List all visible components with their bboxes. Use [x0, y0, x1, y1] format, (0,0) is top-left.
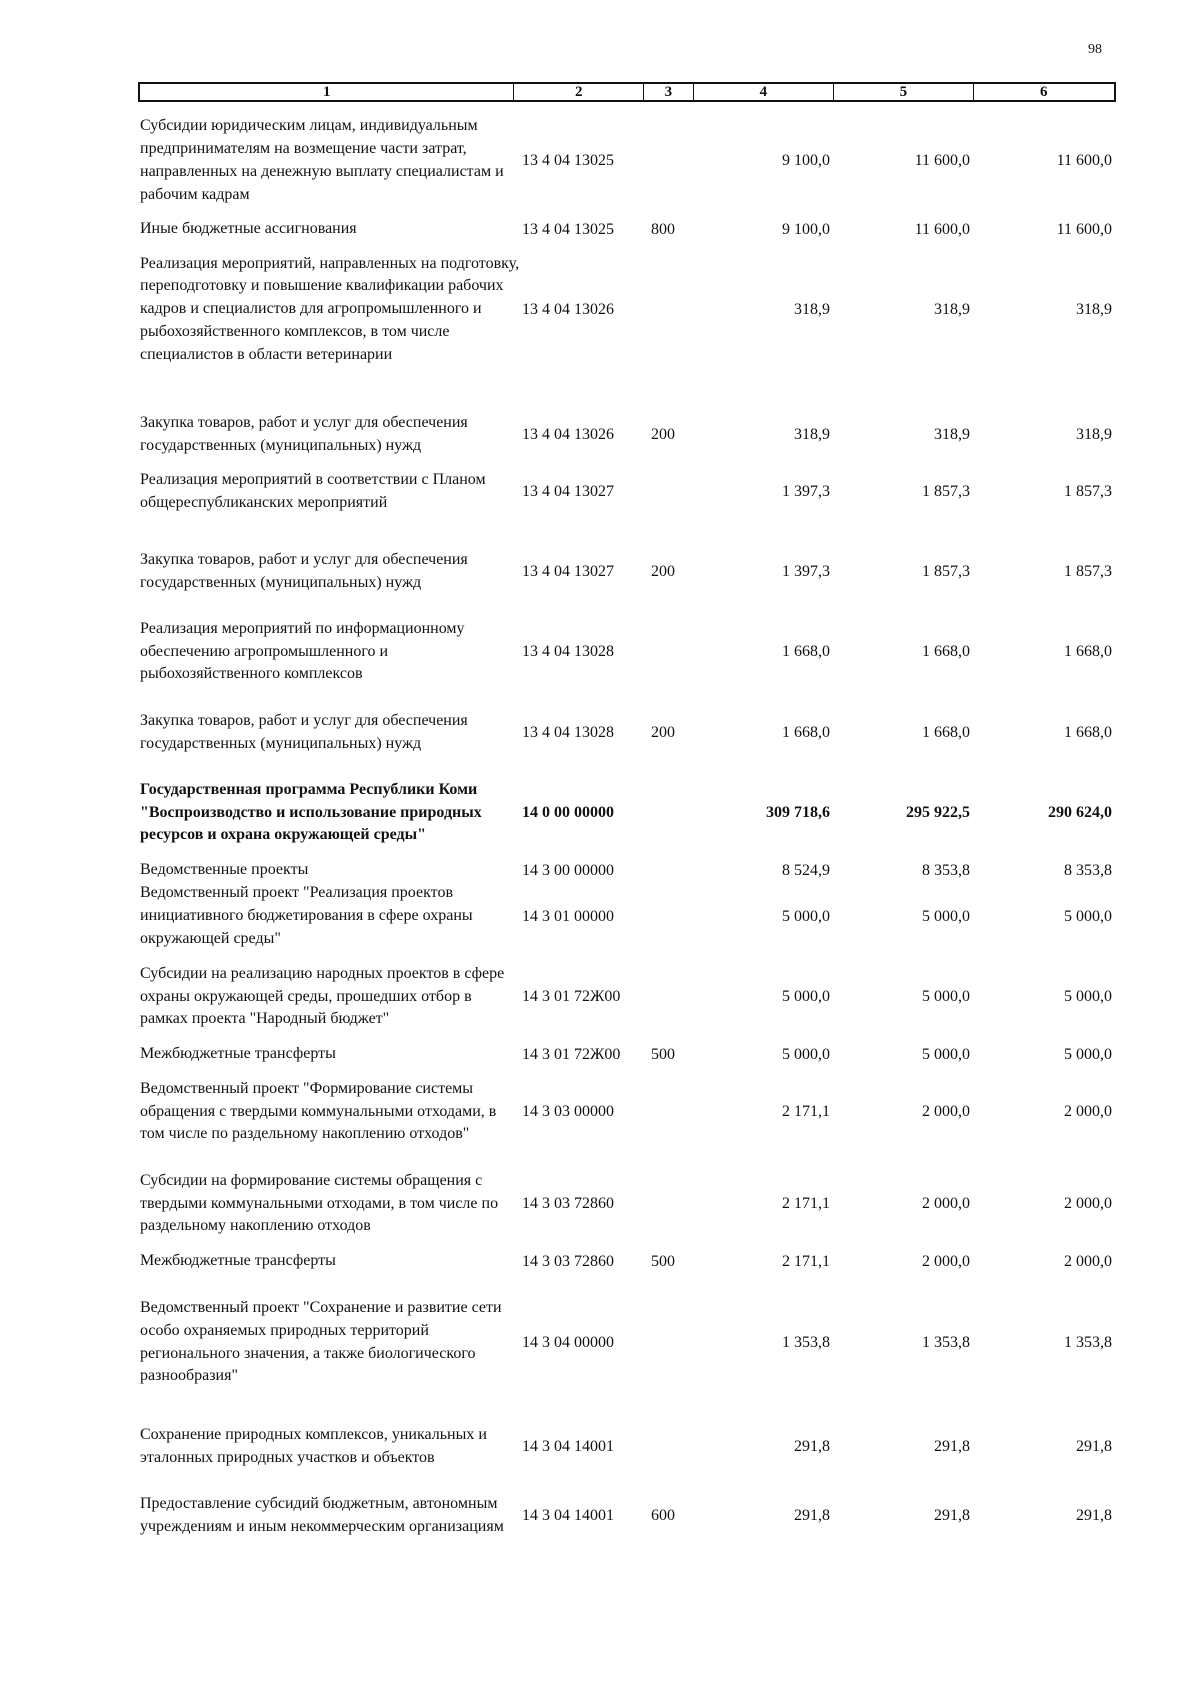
row-value-6: 5 000,0 [1064, 907, 1112, 925]
row-value-4: 9 100,0 [782, 220, 830, 238]
row-value-4: 5 000,0 [782, 907, 830, 925]
row-value-5: 2 000,0 [922, 1103, 970, 1120]
row-value-4: 1 353,8 [782, 1333, 830, 1351]
row-value-6: 2 000,0 [1064, 1103, 1112, 1120]
row-value-5: 2 000,0 [922, 1195, 970, 1212]
row-value-6: 291,8 [1076, 1506, 1112, 1524]
header-col-2: 2 [514, 84, 643, 100]
row-value-5: 318,9 [934, 425, 970, 443]
row-value-4: 309 718,6 [766, 804, 830, 821]
row-value-6: 5 000,0 [1064, 1045, 1112, 1063]
row-value-4: 318,9 [794, 300, 830, 318]
row-vr: 600 [651, 1506, 675, 1524]
row-code: 14 3 01 72Ж00 [522, 988, 621, 1005]
row-value-5: 1 353,8 [922, 1333, 970, 1351]
header-col-3: 3 [644, 84, 694, 100]
row-vr: 200 [651, 723, 675, 741]
row-name: Сохранение природных комплексов, уникальных и эталонных природных участков и объектов [140, 1425, 487, 1466]
row-name: Реализация мероприятий, направленных на подготовку, переподготовку и повышение квалификации рабочих кадров и специалистов для агропромышленного и рыбохозяйственного комплексов, в том числе специалистов в области ветеринарии [140, 254, 520, 363]
table-row [0, 1285, 1200, 1400]
table-row [0, 1158, 1200, 1250]
row-name: Межбюджетные трансферты [140, 1252, 336, 1270]
row-value-5: 1 857,3 [922, 483, 970, 500]
table-row [0, 241, 1200, 378]
table-row-program [0, 767, 1200, 859]
row-value-5: 318,9 [934, 300, 970, 318]
row-value-6: 318,9 [1076, 300, 1112, 318]
row-name: Иные бюджетные ассигнования [140, 220, 357, 238]
row-value-4: 1 397,3 [782, 562, 830, 580]
row-name: Ведомственный проект "Формирование системы обращения с твердыми коммунальными отходами, в том числе по раздельному накоплению отходов" [140, 1079, 497, 1143]
row-code: 13 4 04 13026 [522, 300, 614, 318]
row-name: Предоставление субсидий бюджетным, автономным учреждениям и иным некоммерческим организациям [140, 1494, 504, 1535]
row-value-6: 1 857,3 [1064, 562, 1112, 580]
header-col-5: 5 [834, 84, 973, 100]
row-vr: 200 [651, 562, 675, 580]
page-number: 98 [1088, 42, 1102, 57]
row-code: 13 4 04 13028 [522, 643, 614, 660]
table-row [0, 859, 1200, 882]
table-row [0, 698, 1200, 767]
row-name: Межбюджетные трансферты [140, 1045, 336, 1063]
row-value-5: 5 000,0 [922, 1045, 970, 1063]
row-code: 14 3 04 00000 [522, 1333, 614, 1351]
table-row [0, 1250, 1200, 1273]
row-value-6: 5 000,0 [1064, 988, 1112, 1005]
row-name: Ведомственный проект "Сохранение и развитие сети особо охраняемых природных территорий регионального значения, а также биологического разнообразия" [140, 1298, 502, 1385]
row-value-4: 8 524,9 [782, 861, 830, 879]
row-code: 14 3 00 00000 [522, 861, 614, 879]
row-value-4: 5 000,0 [782, 988, 830, 1005]
row-code: 14 3 03 72860 [522, 1195, 614, 1212]
row-name: Реализация мероприятий в соответствии с Планом общереспубликанских мероприятий [140, 471, 486, 511]
row-value-6: 290 624,0 [1048, 804, 1112, 821]
row-value-5: 1 668,0 [922, 723, 970, 741]
row-value-6: 291,8 [1076, 1437, 1112, 1455]
row-value-4: 1 397,3 [782, 483, 830, 500]
row-value-5: 2 000,0 [922, 1252, 970, 1270]
table-row [0, 951, 1200, 1043]
row-code: 13 4 04 13025 [522, 220, 614, 238]
row-name: Ведомственный проект "Реализация проектов инициативного бюджетирования в сфере охраны окружающей среды" [140, 884, 473, 947]
row-value-5: 5 000,0 [922, 988, 970, 1005]
header-col-6: 6 [1040, 84, 1048, 100]
table-row [0, 1043, 1200, 1066]
row-value-5: 291,8 [934, 1437, 970, 1455]
row-name: Закупка товаров, работ и услуг для обеспечения государственных (муниципальных) нужд [140, 711, 468, 752]
header-col-1: 1 [140, 84, 514, 100]
table-row [0, 1481, 1200, 1550]
row-value-5: 295 922,5 [906, 804, 970, 821]
table-row [0, 606, 1200, 698]
row-value-4: 291,8 [794, 1437, 830, 1455]
row-code: 14 3 03 72860 [522, 1252, 614, 1270]
row-name: Ведомственные проекты [140, 861, 309, 879]
row-value-4: 9 100,0 [782, 152, 830, 169]
row-vr: 200 [651, 425, 675, 443]
table-row [0, 882, 1200, 951]
row-value-4: 2 171,1 [782, 1252, 830, 1270]
row-value-5: 291,8 [934, 1506, 970, 1524]
row-code: 14 3 04 14001 [522, 1506, 614, 1524]
row-value-4: 1 668,0 [782, 643, 830, 660]
row-code: 14 3 01 72Ж00 [522, 1045, 621, 1063]
row-value-6: 1 857,3 [1064, 483, 1112, 500]
table-row [0, 1412, 1200, 1481]
row-name: Субсидии на реализацию народных проектов в сфере охраны окружающей среды, прошедших отбор в рамках проекта "Народный бюджет" [140, 964, 505, 1028]
row-value-6: 11 600,0 [1056, 220, 1112, 238]
row-value-6: 11 600,0 [1056, 152, 1112, 169]
row-value-5: 5 000,0 [922, 907, 970, 925]
row-name: Субсидии юридическим лицам, индивидуальным предпринимателям на возмещение части затрат, направленных на денежную выплату специалистам и рабочим кадрам [140, 117, 504, 203]
row-value-6: 1 668,0 [1064, 723, 1112, 741]
row-vr: 800 [651, 220, 675, 238]
row-value-5: 1 668,0 [922, 643, 970, 660]
table-row [0, 218, 1200, 241]
row-name: Закупка товаров, работ и услуг для обеспечения государственных (муниципальных) нужд [140, 550, 468, 591]
row-code: 13 4 04 13027 [522, 562, 614, 580]
table-header [138, 82, 1116, 102]
row-name: Реализация мероприятий по информационному обеспечению агропромышленного и рыбохозяйственного комплексов [140, 619, 465, 683]
row-code: 13 4 04 13027 [522, 483, 614, 500]
row-code: 13 4 04 13025 [522, 152, 614, 169]
row-vr: 500 [651, 1252, 675, 1270]
row-value-4: 2 171,1 [782, 1195, 830, 1212]
table-row [0, 1066, 1200, 1158]
row-value-5: 11 600,0 [914, 152, 970, 169]
table-row [0, 400, 1200, 469]
row-vr: 500 [651, 1045, 675, 1063]
row-value-6: 1 353,8 [1064, 1333, 1112, 1351]
row-code: 13 4 04 13026 [522, 425, 614, 443]
row-name: Государственная программа Республики Коми "Воспроизводство и использование природных ресурсов и охрана окружающей среды" [140, 780, 482, 844]
row-value-6: 318,9 [1076, 425, 1112, 443]
row-code: 14 3 04 14001 [522, 1437, 614, 1455]
row-code: 14 3 01 00000 [522, 907, 614, 925]
row-code: 14 3 03 00000 [522, 1103, 614, 1120]
row-value-6: 1 668,0 [1064, 643, 1112, 660]
row-code: 14 0 00 00000 [522, 804, 614, 821]
row-value-6: 8 353,8 [1064, 861, 1112, 879]
row-value-4: 2 171,1 [782, 1103, 830, 1120]
row-value-6: 2 000,0 [1064, 1252, 1112, 1270]
row-name: Закупка товаров, работ и услуг для обеспечения государственных (муниципальных) нужд [140, 413, 468, 454]
row-value-4: 1 668,0 [782, 723, 830, 741]
row-name: Субсидии на формирование системы обращения с твердыми коммунальными отходами, в том числе по раздельному накоплению отходов [140, 1171, 499, 1235]
table-row [0, 537, 1200, 606]
row-value-4: 318,9 [794, 425, 830, 443]
row-value-6: 2 000,0 [1064, 1195, 1112, 1212]
header-col-4: 4 [694, 84, 834, 100]
row-code: 13 4 04 13028 [522, 723, 614, 741]
row-value-4: 291,8 [794, 1506, 830, 1524]
row-value-4: 5 000,0 [782, 1045, 830, 1063]
row-value-5: 8 353,8 [922, 861, 970, 879]
table-row [0, 104, 1200, 218]
table-row [0, 469, 1200, 515]
row-value-5: 11 600,0 [914, 220, 970, 238]
row-value-5: 1 857,3 [922, 562, 970, 580]
